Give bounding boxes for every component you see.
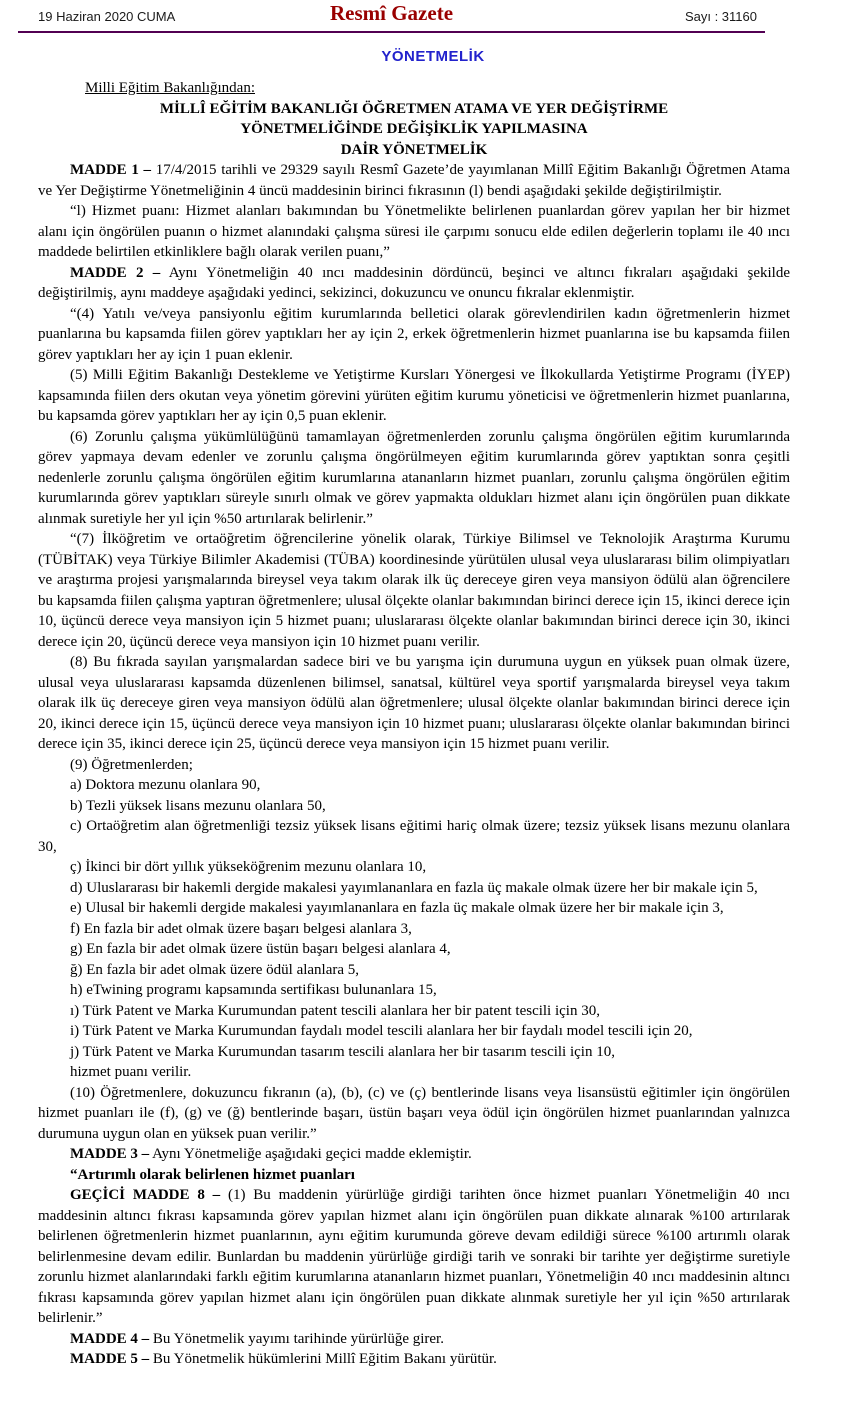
regulation-title-line: DAİR YÖNETMELİK bbox=[340, 141, 488, 158]
paragraph: ç) İkinci bir dört yıllık yükseköğrenim mezunu olanlara 10, bbox=[70, 859, 427, 875]
ministry-source-text: Milli Eğitim Bakanlığından: bbox=[85, 80, 255, 96]
paragraph: MADDE 2 – Aynı Yönetmeliğin 40 ıncı maddesinin dördüncü, beşinci ve altıncı fıkraları aşağıdaki şekilde değiştirilmiş, aynı maddeye aşağıdaki yedinci, sekizinci, dokuzuncu ve onuncu fıkralar eklenmiştir. bbox=[38, 264, 790, 301]
paragraph: h) eTwining programı kapsamında sertifikası bulunanlara 15, bbox=[70, 982, 437, 998]
paragraph-label: MADDE 1 – bbox=[70, 162, 152, 178]
paragraph: MADDE 4 – Bu Yönetmelik yayımı tarihinde yürürlüğe girer. bbox=[70, 1330, 444, 1347]
paragraph: MADDE 3 – Aynı Yönetmeliğe aşağıdaki geçici madde eklemiştir. bbox=[70, 1146, 472, 1162]
paragraph: MADDE 1 – 17/4/2015 tarihli ve 29329 sayılı Resmî Gazete’de yayımlanan Millî Eğitim Bakanlığı Öğretmen Atama ve Yer Değiştirme Yönetmeliğinin 4 üncü maddesinin birinci fıkrasının (l) bendi aşağıdaki şekilde değiştirilmiştir. bbox=[38, 162, 790, 199]
paragraph: c) Ortaöğretim alan öğretmenliği tezsiz yüksek lisans eğitimi hariç olmak üzere; tezsiz yüksek lisans mezunu olanlara 30, bbox=[38, 818, 790, 855]
paragraph: g) En fazla bir adet olmak üzere üstün başarı belgesi alanlara 4, bbox=[70, 941, 451, 957]
paragraph-label: “Artırımlı olarak belirlenen hizmet puanları bbox=[70, 1166, 355, 1183]
paragraph: ğ) En fazla bir adet olmak üzere ödül alanlara 5, bbox=[70, 961, 360, 978]
paragraph-label: MADDE 3 – bbox=[70, 1146, 150, 1162]
paragraph: (6) Zorunlu çalışma yükümlülüğünü tamamlayan öğretmenlerden zorunlu çalışma öngörülen eğitim kurumlarında görev yapmaya devam edenler ve zorunlu çalışma öngörülmeyen eğitim kurumlarında görev yaptıktan sonra çeşitli nedenlerle zorunlu çalışma öngörülen eğitim kurumlarına atananların hizmet puanları, zorunlu çalışma öngörülen eğitim kurumlarında görev yaptıkları süreyle sınırlı olmak ve görev yapmakta oldukları hizmet alanı için öngörülen puan dikkate alınmak suretiyle her yıl için %50 artırılarak belirlenir.” bbox=[38, 428, 790, 527]
paragraph bbox=[38, 1165, 790, 1186]
header-divider bbox=[18, 31, 765, 33]
paragraph: e) Ulusal bir hakemli dergide makalesi yayımlananlara en fazla üç makale olmak üzere her bir makale için 3, bbox=[70, 900, 724, 916]
regulation-title-line: MİLLÎ EĞİTİM BAKANLIĞI ÖĞRETMEN ATAMA VE YER DEĞİŞTİRME bbox=[159, 100, 669, 117]
section-heading: YÖNETMELİK bbox=[381, 48, 485, 65]
gazette-header bbox=[0, 0, 866, 34]
paragraph: ı) Türk Patent ve Marka Kurumundan patent tescili alanlara her bir patent tescili için 30, bbox=[70, 1002, 600, 1019]
paragraph: (9) Öğretmenlerden; bbox=[70, 756, 193, 773]
paragraph-label: MADDE 2 – bbox=[70, 264, 161, 281]
paragraph: i) Türk Patent ve Marka Kurumundan faydalı model tescili alanlara her bir faydalı model tescili için 20, bbox=[70, 1023, 693, 1039]
paragraph: (5) Milli Eğitim Bakanlığı Destekleme ve Yetiştirme Kursları Yönergesi ve İlkokullarda Yetiştirme Programı (İYEP) kapsamında fiilen ders okutan veya yönetim görevini yürüten eğitim kurumu yöneticisi ve öğretmenlerin hizmet puanlarına, bu kapsamda görev yaptıkları her ay için 0,5 puan eklenir. bbox=[38, 367, 790, 424]
paragraph: “l) Hizmet puanı: Hizmet alanları bakımından bu Yönetmelikte belirlenen puanlardan görev yapılan her bir hizmet alanı için öngörülen puanın o hizmet alanındaki çalışma süresi ile çarpımı sonucu elde edilen değerlerin toplamı ile 40 ıncı maddede belirtilen etkinliklere bağlı olarak verilen puanı,” bbox=[38, 203, 790, 260]
paragraph-label: MADDE 5 – bbox=[70, 1351, 150, 1367]
paragraph: MADDE 5 – Bu Yönetmelik hükümlerini Millî Eğitim Bakanı yürütür. bbox=[70, 1351, 497, 1367]
paragraph: “(4) Yatılı ve/veya pansiyonlu eğitim kurumlarında belletici olarak görevlendirilen kadın öğretmenlerin hizmet puanlarına bu kapsamda fiilen görev yaptıkları her ay için 2, erkek öğretmenlerin hizmet puanlarına ise bu kapsamda fiilen görev yaptıkları her ay için 1 puan eklenir. bbox=[38, 305, 790, 363]
paragraph: a) Doktora mezunu olanlara 90, bbox=[70, 777, 261, 793]
paragraph: GEÇİCİ MADDE 8 – (1) Bu maddenin yürürlüğe girdiği tarihten önce hizmet puanları Yönetmeliğin 40 ıncı maddesinin altıncı fıkrası kapsamında görev yapılan hizmet alanı için öngörülen puan dikkate alınarak %100 artırılarak belirlenen öğretmenlerin hizmet puanlarının, aynı eğitim kurumunda göreve devam edildiği sürece %100 artırımlı olarak belirlenmesine devam edilir. Bunlardan bu maddenin yürürlüğe girdiği tarih ve sonraki bir tarihte yer değiştirme suretiyle zorunlu hizmet alanlarındaki farklı eğitim kurumlarına atananların hizmet puanları, Yönetmeliğin 40 ıncı maddesinin altıncı fıkrası kapsamında görev yapılan hizmet alanı için öngörülen puan dikkate alınmak suretiyle her yıl için %50 artırılarak belirlenir.” bbox=[38, 1187, 790, 1326]
paragraph: f) En fazla bir adet olmak üzere başarı belgesi alanlara 3, bbox=[70, 920, 412, 937]
paragraph: j) Türk Patent ve Marka Kurumundan tasarım tescili alanlara her bir tasarım tescili için 10, bbox=[70, 1043, 615, 1060]
gazette-issue-number: Sayı : 31160 bbox=[684, 9, 757, 24]
regulation-title bbox=[38, 99, 790, 161]
gazette-date: 19 Haziran 2020 CUMA bbox=[38, 9, 176, 24]
regulation-document bbox=[0, 78, 866, 1370]
paragraph: d) Uluslararası bir hakemli dergide makalesi yayımlananlara en fazla üç makale olmak üzere her bir makale için 5, bbox=[70, 879, 758, 896]
document-body bbox=[38, 160, 790, 1370]
ministry-source-line bbox=[38, 78, 790, 99]
paragraph: “(7) İlköğretim ve ortaöğretim öğrencilerine yönelik olarak, Türkiye Bilimsel ve Teknolojik Araştırma Kurumu (TÜBİTAK) veya Türkiye Bilimler Akademisi (TÜBA) koordinesinde yürütülen ulusal veya uluslararası bilim olimpiyatları ve araştırma projesi yarışmalarında bireysel veya takım olarak ilk üç dereceye giren veya mansiyon ödülü alan öğrencilere bu kapsamda fiilen çalışma yaptıran öğretmenlere; ulusal ölçekte olanlar bakımından birinci derece için 15, ikinci derece için 10, üçüncü derece veya mansiyon için 5 hizmet puanı; uluslararası ölçekte olanlar bakımından birinci derece için 30, ikinci derece için 20, üçüncü derece veya mansiyon için 10 hizmet puanı verilir. bbox=[38, 531, 790, 650]
paragraph: hizmet puanı verilir. bbox=[70, 1064, 192, 1080]
paragraph: (10) Öğretmenlere, dokuzuncu fıkranın (a), (b), (c) ve (ç) bentlerinde lisans veya lisansüstü eğitimler için öngörülen hizmet puanları ile (f), (g) ve (ğ) bentlerinde başarı, üstün başarı veya ödül için öngörülen hizmet puanlarından yalnızca durumuna uygun olan en yüksek puan verilir.” bbox=[38, 1084, 790, 1142]
gazette-title: Resmî Gazete bbox=[329, 1, 454, 25]
paragraph: (8) Bu fıkrada sayılan yarışmalardan sadece biri ve bu yarışma için durumuna uygun en yüksek puan olmak üzere, ulusal veya uluslararası kapsamda düzenlenen bilimsel, sanatsal, kültürel veya sportif yarışmalarda bireysel veya takım olarak ilk üç dereceye giren veya mansiyon ödülü alan öğretmenlere; ulusal ölçekte olanlar bakımından birinci derece için 20, ikinci derece için 15, üçüncü derece veya mansiyon için 10 hizmet puanı; uluslararası ölçekte olanlar bakımından birinci derece için 35, ikinci derece için 25, üçüncü derece veya mansiyon için 15 hizmet puanı verilir. bbox=[38, 654, 790, 752]
paragraph-label: MADDE 4 – bbox=[70, 1330, 150, 1347]
regulation-title-line: YÖNETMELİĞİNDE DEĞİŞİKLİK YAPILMASINA bbox=[240, 121, 588, 137]
paragraph-label: GEÇİCİ MADDE 8 – bbox=[70, 1187, 221, 1203]
paragraph: b) Tezli yüksek lisans mezunu olanlara 50, bbox=[70, 797, 326, 814]
